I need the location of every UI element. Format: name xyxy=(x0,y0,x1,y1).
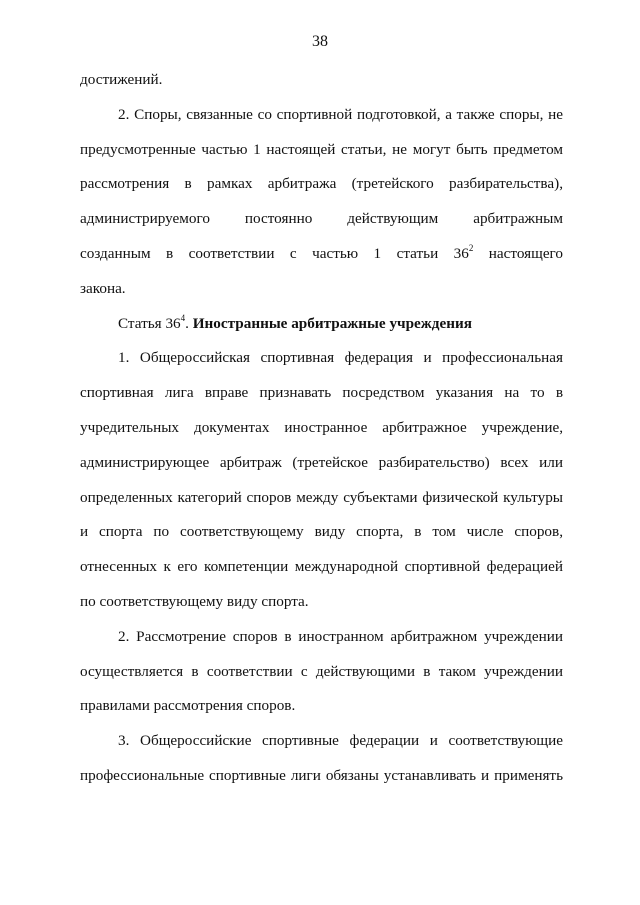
text-line: рассмотрения в рамках арбитража (третейского разбирательства), xyxy=(80,175,563,193)
text-line: учредительных документах иностранное арбитражное учреждение, xyxy=(80,418,563,436)
text-line: спортивная лига вправе признавать посредством указания на то в xyxy=(80,384,563,402)
paragraph-item-2 xyxy=(80,98,563,307)
text-line: правилами рассмотрения споров. xyxy=(80,697,296,715)
line-text: созданным в соответствии с частью 1 статьи 36 xyxy=(80,244,469,262)
text-line: по соответствующему виду спорта. xyxy=(80,592,309,610)
text-line: и спорта по соответствующему виду спорта, в том числе споров, xyxy=(80,523,563,541)
paragraph-continuation xyxy=(80,63,563,98)
text-line: профессиональные спортивные лиги обязаны устанавливать и применять xyxy=(80,766,563,784)
article-title: Иностранные арбитражные учреждения xyxy=(192,314,472,332)
text-line: определенных категорий споров между субъектами физической культуры xyxy=(80,488,563,506)
text-line: отнесенных к его компетенции международной спортивной федерацией xyxy=(80,558,563,576)
text-line: закона. xyxy=(80,279,126,297)
line-text: настоящего xyxy=(488,244,563,262)
text-line: администрируемого постоянно действующим арбитражным xyxy=(80,210,563,228)
text-line: 2. Споры, связанные со спортивной подготовкой, а также споры, не xyxy=(118,105,563,123)
superscript: 4 xyxy=(180,312,186,323)
paragraph-article-item-2 xyxy=(80,620,563,724)
text-line: 2. Рассмотрение споров в иностранном арбитражном учреждении xyxy=(118,627,563,645)
text-line: 3. Общероссийские спортивные федерации и соответствующие xyxy=(118,732,563,750)
text-line: 1. Общероссийская спортивная федерация и профессиональная xyxy=(118,349,563,367)
text-line: осуществляется в соответствии с действующими в таком учреждении xyxy=(80,662,563,680)
paragraph-article-item-3 xyxy=(80,724,563,794)
superscript: 2 xyxy=(468,242,474,253)
line-text: . xyxy=(185,314,193,332)
page-number: 38 xyxy=(312,33,328,50)
text-line xyxy=(80,307,563,342)
text-line: предусмотренные частью 1 настоящей статьи, не могут быть предметом xyxy=(80,140,563,158)
document-body xyxy=(80,63,563,794)
paragraph-article-item-1 xyxy=(80,341,563,619)
article-heading xyxy=(80,307,563,342)
line-text: Статья 36 xyxy=(118,314,181,332)
text-line: администрирующее арбитраж (третейское разбирательство) всех или xyxy=(80,453,563,471)
text-line: достижений. xyxy=(80,71,163,88)
text-line xyxy=(80,237,563,272)
